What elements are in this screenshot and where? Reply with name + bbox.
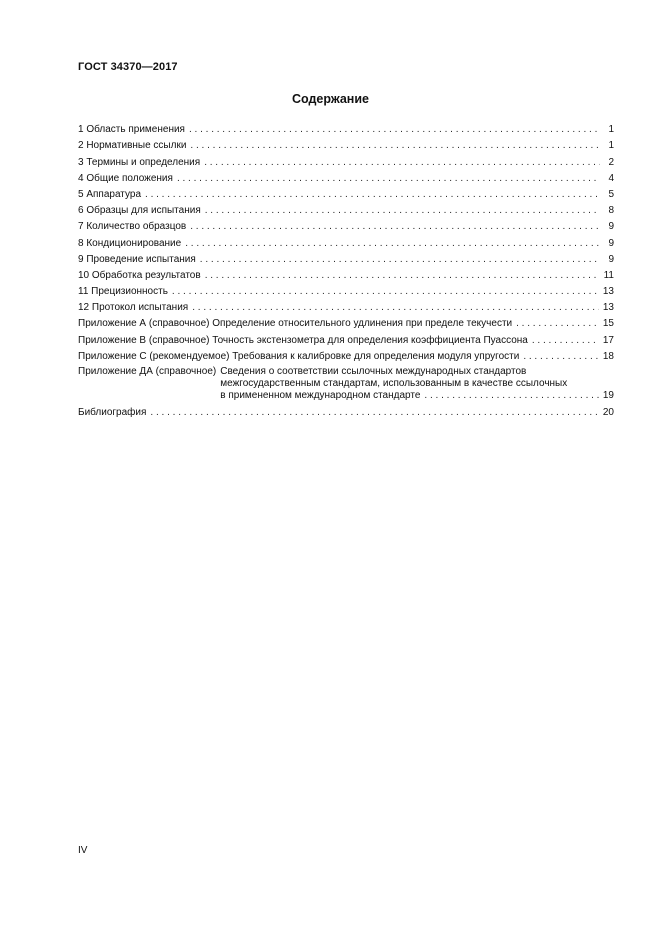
toc-entry-page: 17: [602, 334, 614, 346]
toc-leader-dots: [424, 390, 598, 402]
toc-entry-label: 4 Общие положения: [78, 172, 173, 184]
toc-leader-dots: [185, 238, 600, 250]
toc-leader-dots: [205, 205, 600, 217]
toc-leader-dots: [177, 173, 600, 185]
toc-entry[interactable]: [78, 250, 614, 266]
toc-entry-label: 8 Кондиционирование: [78, 237, 182, 249]
toc-entry[interactable]: [78, 185, 614, 201]
toc-leader-dots: [532, 335, 599, 347]
toc-entry-page: 13: [602, 302, 614, 314]
toc-entry-page: 15: [602, 318, 614, 330]
toc-entry-page: 4: [608, 172, 614, 184]
toc-entry[interactable]: [78, 330, 614, 346]
toc-entry-label: 11 Прецизионность: [78, 286, 168, 298]
document-header: ГОСТ 34370—2017: [78, 61, 178, 73]
toc-entry-page: 11: [603, 269, 614, 281]
toc-entry-page: 1: [608, 124, 614, 136]
toc-entry[interactable]: [78, 282, 614, 298]
toc-entry-label: 6 Образцы для испытания: [78, 205, 201, 217]
toc-entry-label: 3 Термины и определения: [78, 156, 201, 168]
toc-entry[interactable]: [78, 152, 614, 168]
toc-entry-label: 5 Аппаратура: [78, 188, 142, 200]
toc-entry-page: 9: [608, 237, 614, 249]
toc-leader-dots: [192, 302, 599, 314]
toc-entry-label: 9 Проведение испытания: [78, 253, 196, 265]
toc-entry-label: 10 Обработка результатов: [78, 269, 201, 281]
toc-entry[interactable]: [78, 298, 614, 314]
toc-entry-page: 18: [602, 350, 614, 362]
toc-entry-page: 9: [608, 253, 614, 265]
toc-entry-prefix: Приложение ДА (справочное): [78, 365, 217, 377]
toc-entry-page: 13: [602, 286, 614, 298]
toc-entry[interactable]: [78, 136, 614, 152]
toc-leader-dots: [516, 318, 599, 330]
toc-entry[interactable]: [78, 347, 614, 363]
toc-entry-last-line: [220, 390, 614, 402]
toc-entry-appendix-da[interactable]: [78, 366, 614, 403]
toc-entry-page: 2: [608, 156, 614, 168]
page-number: IV: [78, 845, 88, 856]
toc-entry-label: Приложение В (справочное) Точность экстензометра для определения коэффициента Пуассона: [78, 334, 528, 346]
toc-entry-label: 7 Количество образцов: [78, 221, 187, 233]
toc-entry-label: 12 Протокол испытания: [78, 302, 189, 314]
toc-leader-dots: [205, 270, 600, 282]
toc-entry[interactable]: [78, 314, 614, 330]
toc-leader-dots: [172, 286, 599, 298]
toc-entry-label: Библиография: [78, 407, 147, 419]
toc-entry-body: [220, 366, 614, 403]
toc-leader-dots: [145, 189, 600, 201]
toc-entry-label: в примененном международном стандарте: [220, 390, 421, 402]
toc-entry-page: 20: [602, 407, 614, 419]
toc-entry-label: Приложение С (рекомендуемое) Требования к калибровке для определения модуля упругости: [78, 350, 520, 362]
toc-leader-dots: [189, 124, 600, 136]
toc-entry-page: 8: [608, 205, 614, 217]
toc-entry-label: 1 Область применения: [78, 124, 185, 136]
toc-entry-line: Сведения о соответствии ссылочных международных стандартов: [220, 365, 527, 377]
toc-entry[interactable]: [78, 169, 614, 185]
toc-leader-dots: [200, 254, 600, 266]
toc-entry-page: 5: [608, 188, 614, 200]
toc-entry-bibliography[interactable]: [78, 402, 614, 419]
toc-entry-line: межгосударственным стандартам, использованным в качестве ссылочных: [220, 378, 568, 390]
toc-entry[interactable]: [78, 120, 614, 136]
toc-entry-page: 19: [602, 390, 614, 402]
toc-entry[interactable]: [78, 266, 614, 282]
toc-entry[interactable]: [78, 217, 614, 233]
toc-entry[interactable]: [78, 233, 614, 249]
toc-entry-page: 9: [608, 221, 614, 233]
toc-entry-label: Приложение А (справочное) Определение относительного удлинения при пределе текучести: [78, 318, 513, 330]
page-title: Содержание: [291, 92, 369, 106]
toc-entry[interactable]: [78, 201, 614, 217]
toc-leader-dots: [190, 221, 600, 233]
toc-leader-dots: [523, 351, 599, 363]
toc-entry-label: 2 Нормативные ссылки: [78, 140, 187, 152]
toc-leader-dots: [204, 157, 600, 169]
table-of-contents: [78, 120, 614, 419]
toc-leader-dots: [190, 140, 600, 152]
toc-entry-page: 1: [608, 140, 614, 152]
toc-leader-dots: [150, 407, 598, 419]
